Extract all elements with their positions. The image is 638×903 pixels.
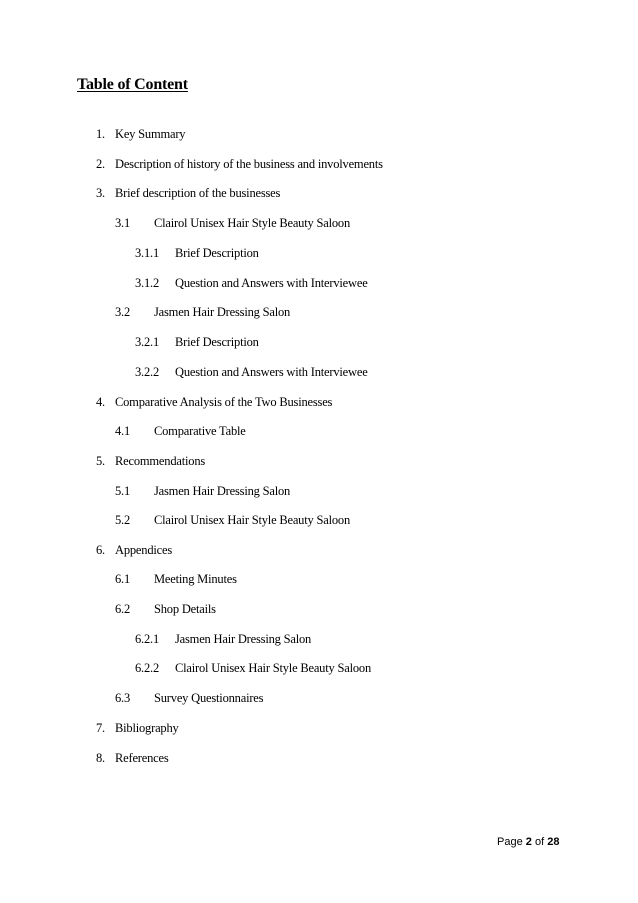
toc-entry (96, 186, 280, 200)
toc-entry-number: 3.1.1 (135, 246, 160, 260)
toc-entry-number: 3.2.2 (135, 365, 160, 379)
toc-entry-text: Brief Description (175, 335, 259, 349)
toc-entry (96, 543, 172, 557)
toc-entry-text: Brief description of the businesses (115, 186, 281, 200)
page-footer (497, 836, 559, 848)
toc-entry-text: Meeting Minutes (154, 572, 237, 586)
toc-entry-text: Recommendations (115, 454, 206, 468)
toc-entry-number: 6.2.1 (135, 632, 160, 646)
toc-entry-text: Brief Description (175, 246, 259, 260)
toc-entry (135, 246, 259, 260)
toc-entry (135, 365, 368, 379)
toc-entry-text: Clairol Unisex Hair Style Beauty Saloon (175, 661, 371, 675)
toc-entry-number: 6.1 (115, 572, 131, 586)
toc-entry (135, 632, 311, 646)
toc-entry-number: 6.3 (115, 691, 131, 705)
toc-entry-number: 3.2.1 (135, 335, 160, 349)
toc-entry (96, 721, 179, 735)
toc-entry-text: Clairol Unisex Hair Style Beauty Saloon (154, 216, 350, 230)
toc-entry-number: 1. (96, 127, 105, 141)
toc-entry-number: 4.1 (115, 424, 131, 438)
toc-entry (135, 335, 259, 349)
toc-entry-number: 3. (96, 186, 105, 200)
toc-entry (135, 276, 368, 290)
toc-entry-text: Question and Answers with Interviewee (175, 365, 368, 379)
toc-entry-number: 6.2.2 (135, 661, 160, 675)
toc-entry (135, 661, 371, 675)
toc-entry-text: Survey Questionnaires (154, 691, 264, 705)
toc-entry-number: 6. (96, 543, 105, 557)
toc-entry-number: 3.2 (115, 305, 131, 319)
toc-entry-number: 2. (96, 157, 105, 171)
toc-entry-text: Comparative Analysis of the Two Businesses (115, 395, 333, 409)
toc-entry (96, 127, 185, 141)
toc-entry (115, 691, 263, 705)
toc-entry (96, 454, 205, 468)
toc-entry (115, 513, 350, 527)
toc-entry-number: 4. (96, 395, 105, 409)
toc-entry-text: Key Summary (115, 127, 186, 141)
toc-entry-number: 7. (96, 721, 105, 735)
footer-total-pages: 28 (547, 836, 560, 848)
toc-entry-text: Comparative Table (154, 424, 246, 438)
toc-entry-number: 8. (96, 751, 105, 765)
toc-entry-text: Jasmen Hair Dressing Salon (154, 484, 291, 498)
toc-entry-text: Appendices (115, 543, 173, 557)
footer-page-label: Page (497, 836, 523, 848)
toc-entry-text: Clairol Unisex Hair Style Beauty Saloon (154, 513, 350, 527)
toc-entry-number: 3.1 (115, 216, 131, 230)
toc-entry-text: Bibliography (115, 721, 179, 735)
toc-entry-text: Question and Answers with Interviewee (175, 276, 368, 290)
toc-entry-text: Jasmen Hair Dressing Salon (175, 632, 312, 646)
toc-entry (96, 157, 383, 171)
toc-entry-text: Description of history of the business and involvements (115, 157, 383, 171)
toc-entry (115, 484, 290, 498)
toc-entry-number: 3.1.2 (135, 276, 160, 290)
toc-entry (115, 305, 290, 319)
footer-of-label: of (534, 836, 545, 848)
toc-entry-number: 5.1 (115, 484, 131, 498)
toc-entry-number: 5.2 (115, 513, 131, 527)
page-title: Table of Content (77, 76, 188, 93)
toc-entry (96, 751, 169, 765)
footer-current-page: 2 (525, 836, 532, 848)
toc-entry (115, 424, 246, 438)
toc-entry-text: References (115, 751, 169, 765)
toc-entry (96, 395, 332, 409)
toc-entry-text: Jasmen Hair Dressing Salon (154, 305, 291, 319)
toc-entry-number: 6.2 (115, 602, 131, 616)
toc-entry (115, 602, 216, 616)
toc-entry-text: Shop Details (154, 602, 216, 616)
toc-entry (115, 216, 350, 230)
toc-entry (115, 572, 237, 586)
toc-entry-number: 5. (96, 454, 105, 468)
